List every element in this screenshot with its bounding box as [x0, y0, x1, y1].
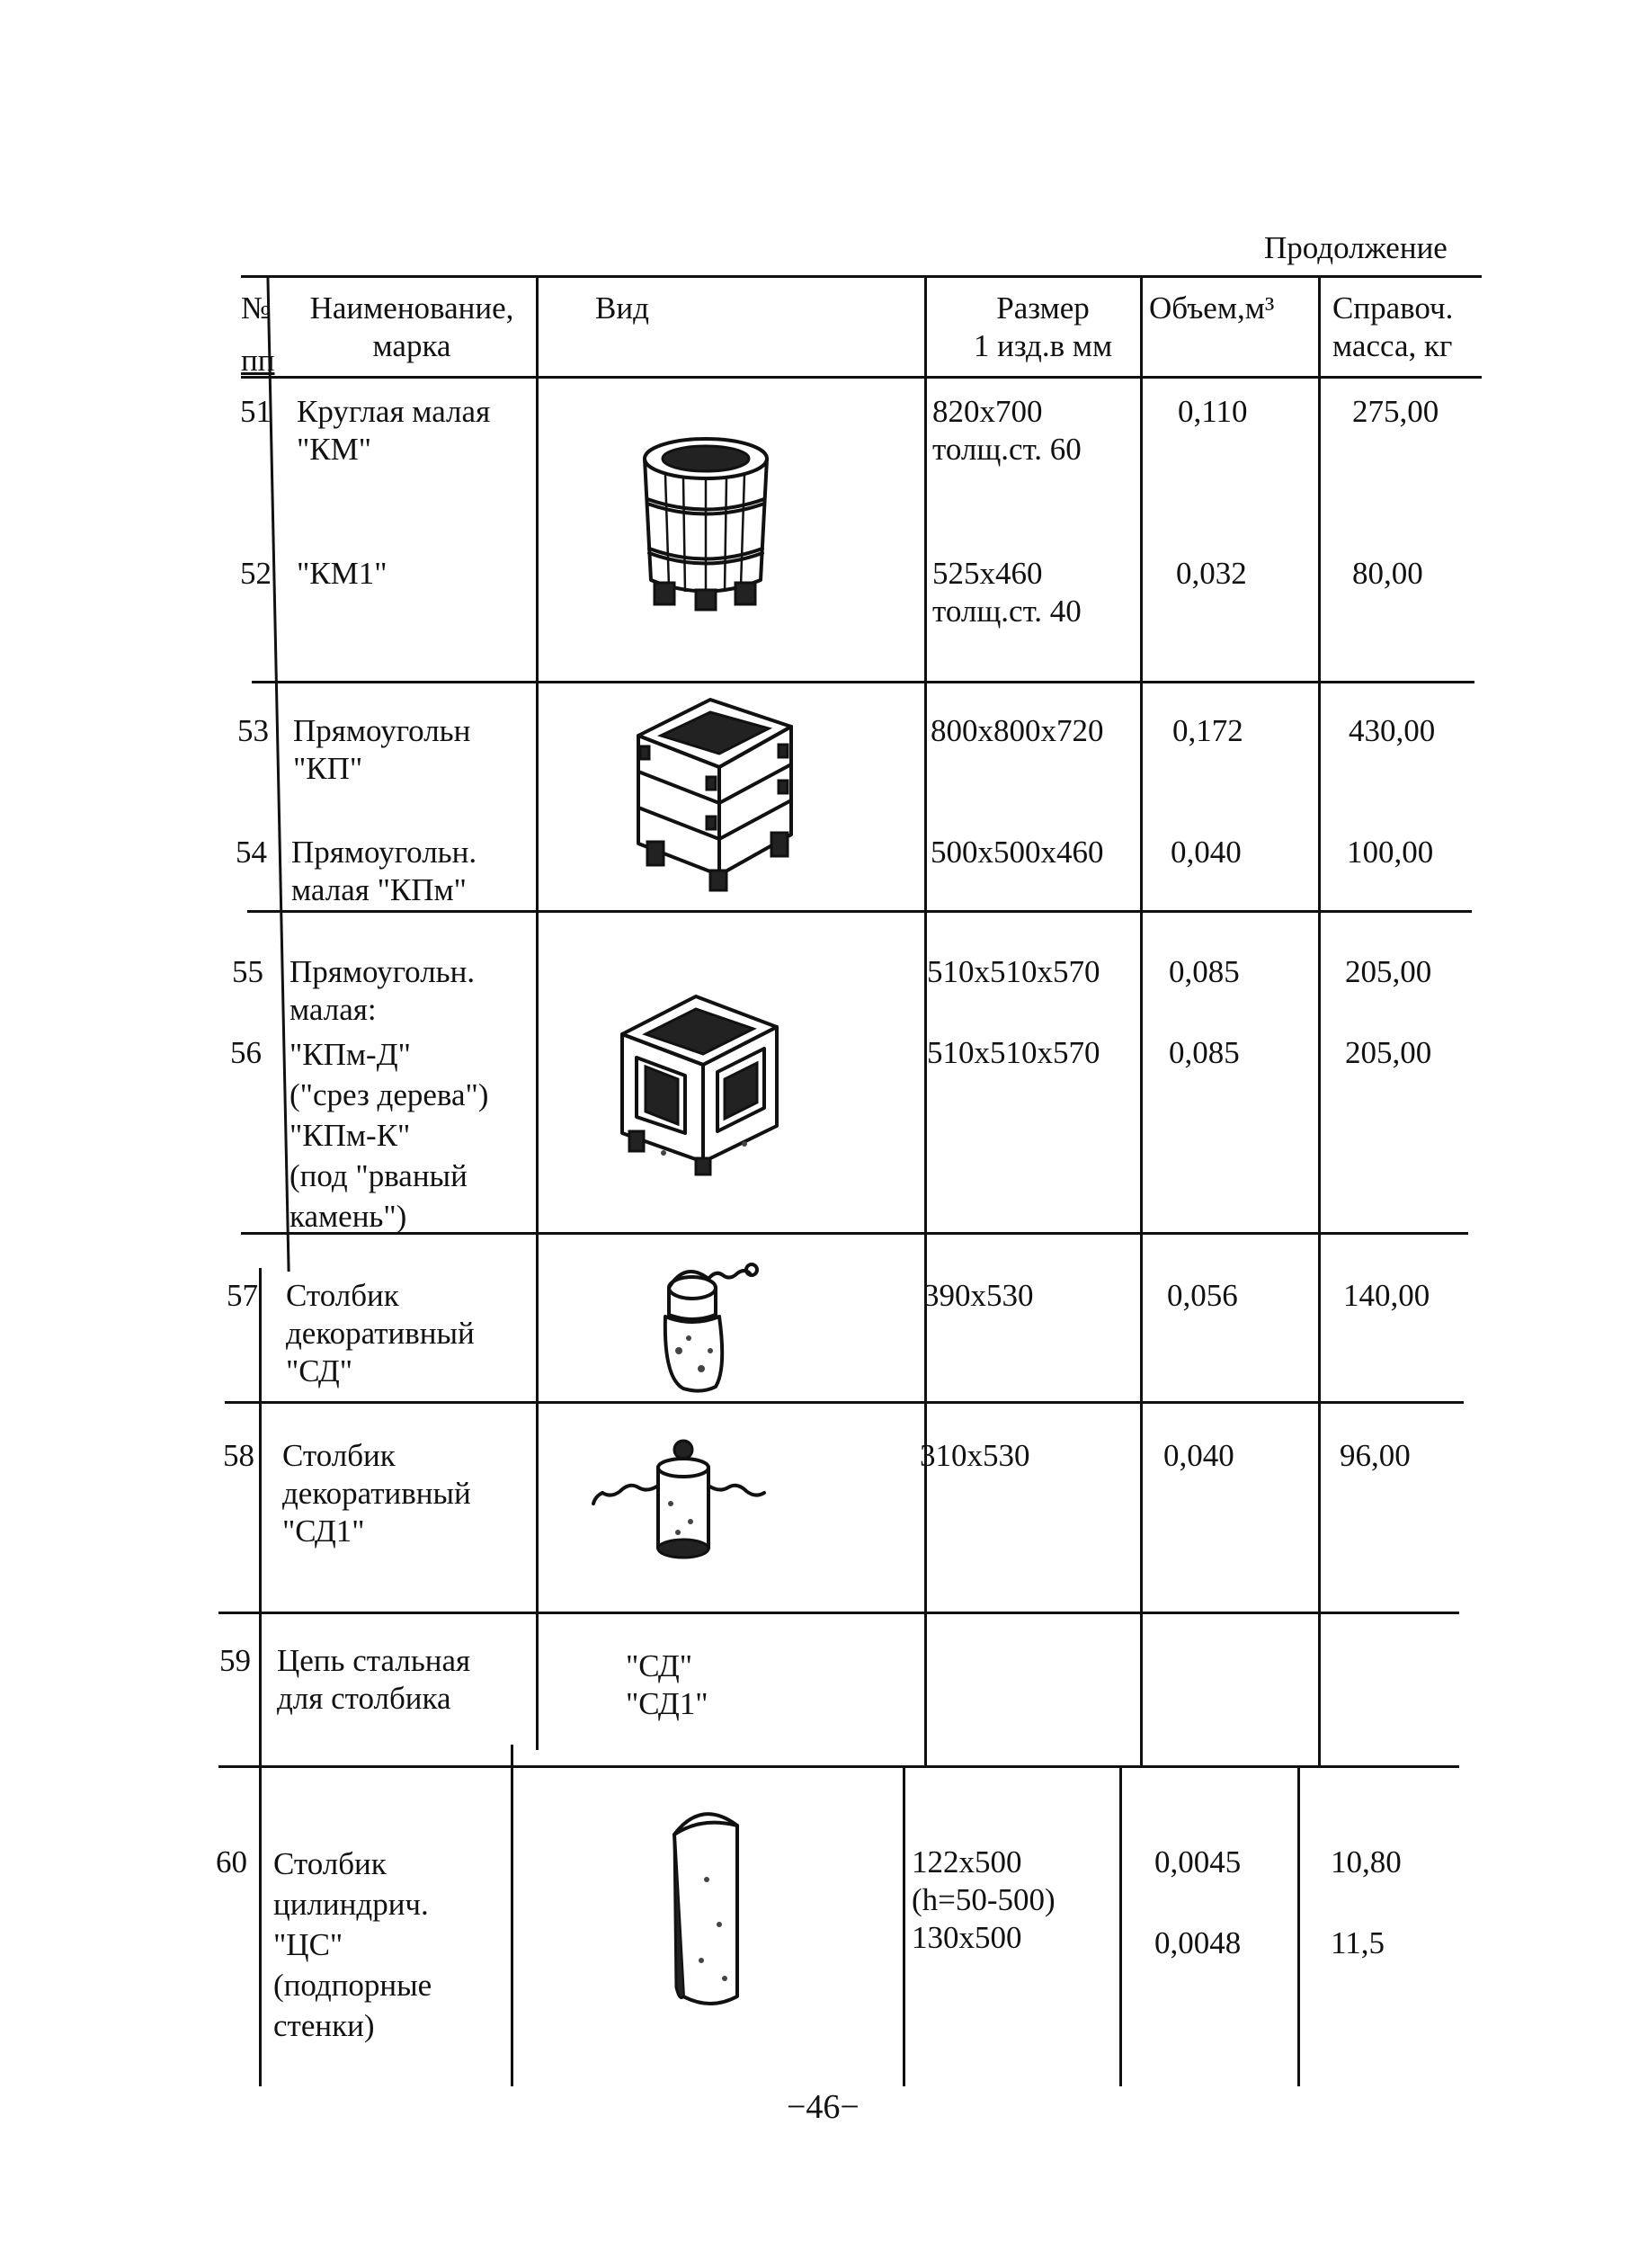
row-51-num: 51 [240, 394, 272, 429]
row-51-volume: 0,110 [1178, 394, 1248, 429]
row-divider [218, 1612, 1459, 1614]
row-58-mass: 96,00 [1340, 1438, 1411, 1473]
col-divider-volume [1297, 1768, 1300, 2086]
header-num-pp: пп [241, 343, 275, 378]
row-55-name: Прямоугольн. малая: [290, 954, 476, 1027]
row-60-mass: 10,80 [1331, 1844, 1402, 1880]
row-divider [247, 910, 1472, 913]
row-58-name: Столбик декоративный "СД1" [282, 1438, 471, 1549]
row-54-volume: 0,040 [1171, 835, 1242, 870]
row-52-mass: 80,00 [1352, 556, 1423, 591]
decorative-post-chain-icon [629, 1252, 764, 1396]
row-53-volume: 0,172 [1172, 713, 1243, 748]
header-bottom-line [241, 376, 1482, 379]
row-57-num: 57 [227, 1278, 258, 1313]
row-54-mass: 100,00 [1347, 835, 1434, 870]
continuation-caption: Продолжение [1264, 230, 1448, 265]
row-52-name: "КМ1" [297, 556, 388, 591]
row-53-name: Прямоугольн "КП" [293, 713, 471, 786]
row-56-size: 510х510х570 [927, 1035, 1100, 1070]
row-60-name: Столбик цилиндрич. "ЦС" (подпорные стенки) [273, 1846, 432, 2043]
row-57-name: Столбик декоративный "СД" [286, 1278, 475, 1388]
row-51-name: Круглая малая "КМ" [297, 394, 491, 467]
col-divider-name [511, 1745, 513, 2086]
row-59-view-text: "СД" "СД1" [626, 1648, 708, 1721]
row-56-num: 56 [230, 1035, 262, 1070]
row-54-name: Прямоугольн. малая "КПм" [291, 835, 477, 907]
header-mass: Справоч. масса, кг [1332, 290, 1454, 363]
row-52-num: 52 [240, 556, 272, 591]
header-view: Вид [595, 290, 649, 326]
row-divider [252, 681, 1474, 683]
header-name: Наименование, марка [309, 290, 514, 363]
row-58-volume: 0,040 [1163, 1438, 1234, 1473]
row-60-volume: 0,0045 [1154, 1844, 1242, 1880]
row-57-volume: 0,056 [1167, 1278, 1238, 1313]
page-number: −46− [787, 2088, 860, 2126]
row-divider [218, 1765, 1459, 1768]
col-divider-volume [1318, 275, 1321, 1768]
row-57-size: 390х530 [923, 1278, 1034, 1313]
decorative-post-chain-side-icon [584, 1432, 782, 1567]
row-56-mass: 205,00 [1345, 1035, 1432, 1070]
col-divider-num [259, 1268, 262, 2086]
row-51-mass: 275,00 [1352, 394, 1439, 429]
square-planter-icon [620, 691, 809, 893]
row-55-size: 510х510х570 [927, 954, 1100, 989]
col-divider-size [1140, 275, 1143, 1768]
row-56-name: "КПм-Д" ("срез дерева") "КПм-К" (под "рваный камень") [290, 1037, 489, 1234]
row-60-volume-2: 0,0048 [1154, 1925, 1242, 1960]
row-54-size: 500х500х460 [931, 835, 1104, 870]
header-size: Размер 1 изд.в мм [973, 290, 1113, 363]
round-planter-icon [629, 432, 782, 612]
row-55-mass: 205,00 [1345, 954, 1432, 989]
row-54-num: 54 [236, 835, 267, 870]
row-60-mass-2: 11,5 [1331, 1925, 1385, 1960]
square-planter-panels-icon [610, 982, 789, 1175]
col-divider-name [536, 275, 539, 1750]
cylinder-post-icon [656, 1799, 755, 2014]
row-53-mass: 430,00 [1349, 713, 1436, 748]
col-divider-view [903, 1768, 905, 2086]
row-56-volume: 0,085 [1169, 1035, 1240, 1070]
row-52-size: 525х460 толщ.ст. 40 [932, 556, 1082, 629]
row-divider [225, 1401, 1464, 1404]
row-60-size: 122х500 (h=50-500) 130х500 [912, 1844, 1056, 1955]
row-57-mass: 140,00 [1343, 1278, 1430, 1313]
row-58-num: 58 [223, 1438, 254, 1473]
row-58-size: 310х530 [920, 1438, 1030, 1473]
header-num: № [241, 290, 272, 326]
row-52-volume: 0,032 [1176, 556, 1247, 591]
row-55-volume: 0,085 [1169, 954, 1240, 989]
row-53-size: 800х800х720 [931, 713, 1104, 748]
table-top-line [241, 275, 1482, 278]
row-59-name: Цепь стальная для столбика [277, 1643, 471, 1716]
row-55-num: 55 [232, 954, 263, 989]
row-60-num: 60 [216, 1844, 247, 1880]
row-53-num: 53 [237, 713, 269, 748]
header-volume: Объем,м³ [1149, 290, 1275, 326]
row-59-num: 59 [219, 1643, 251, 1678]
col-divider-view [924, 275, 927, 1768]
row-51-size: 820х700 толщ.ст. 60 [932, 394, 1082, 467]
col-divider-size [1119, 1768, 1122, 2086]
